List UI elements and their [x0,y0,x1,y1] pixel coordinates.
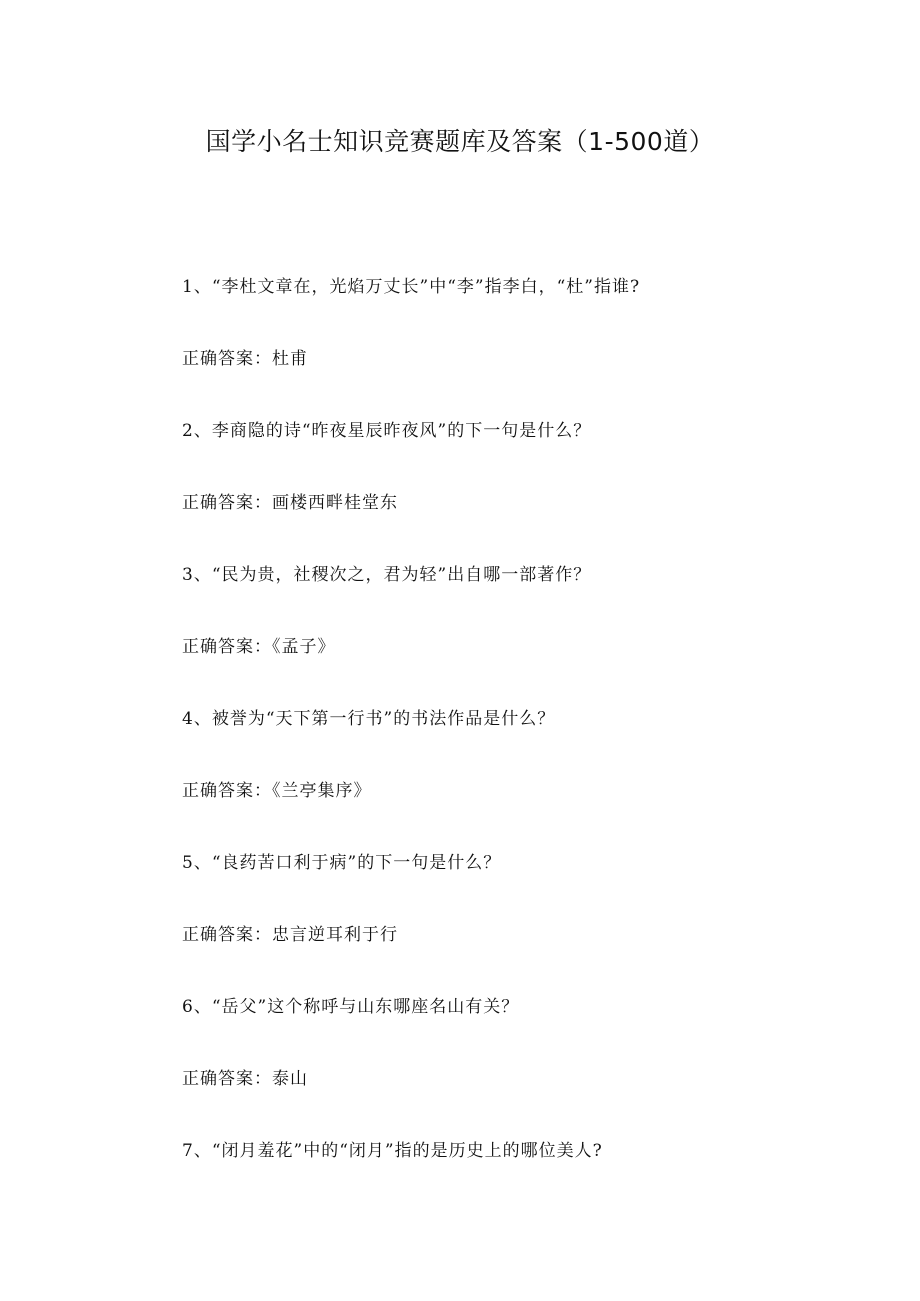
question-4: 4、被誉为“天下第一行书”的书法作品是什么？ [182,709,556,729]
answer-6: 正确答案：泰山 [182,1069,308,1089]
question-5: 5、“良药苦口利于病”的下一句是什么？ [182,853,502,873]
question-2: 2、李商隐的诗“昨夜星辰昨夜风”的下一句是什么？ [182,421,592,441]
document-title: 国学小名士知识竞赛题库及答案（1-500道） [205,127,715,156]
answer-5: 正确答案：忠言逆耳利于行 [182,925,398,945]
answer-1: 正确答案：杜甫 [182,349,308,369]
question-1: 1、“李杜文章在，光焰万丈长”中“李”指李白，“杜”指谁? [182,277,641,297]
question-6: 6、“岳父”这个称呼与山东哪座名山有关？ [182,997,520,1017]
question-list [182,270,822,1206]
answer-4: 正确答案：《兰亭集序》 [182,781,372,801]
question-7: 7、“闭月羞花”中的“闭月”指的是历史上的哪位美人? [182,1141,603,1161]
question-3: 3、“民为贵，社稷次之，君为轻”出自哪一部著作？ [182,565,592,585]
answer-2: 正确答案：画楼西畔桂堂东 [182,493,398,513]
answer-3: 正确答案：《孟子》 [182,637,336,657]
